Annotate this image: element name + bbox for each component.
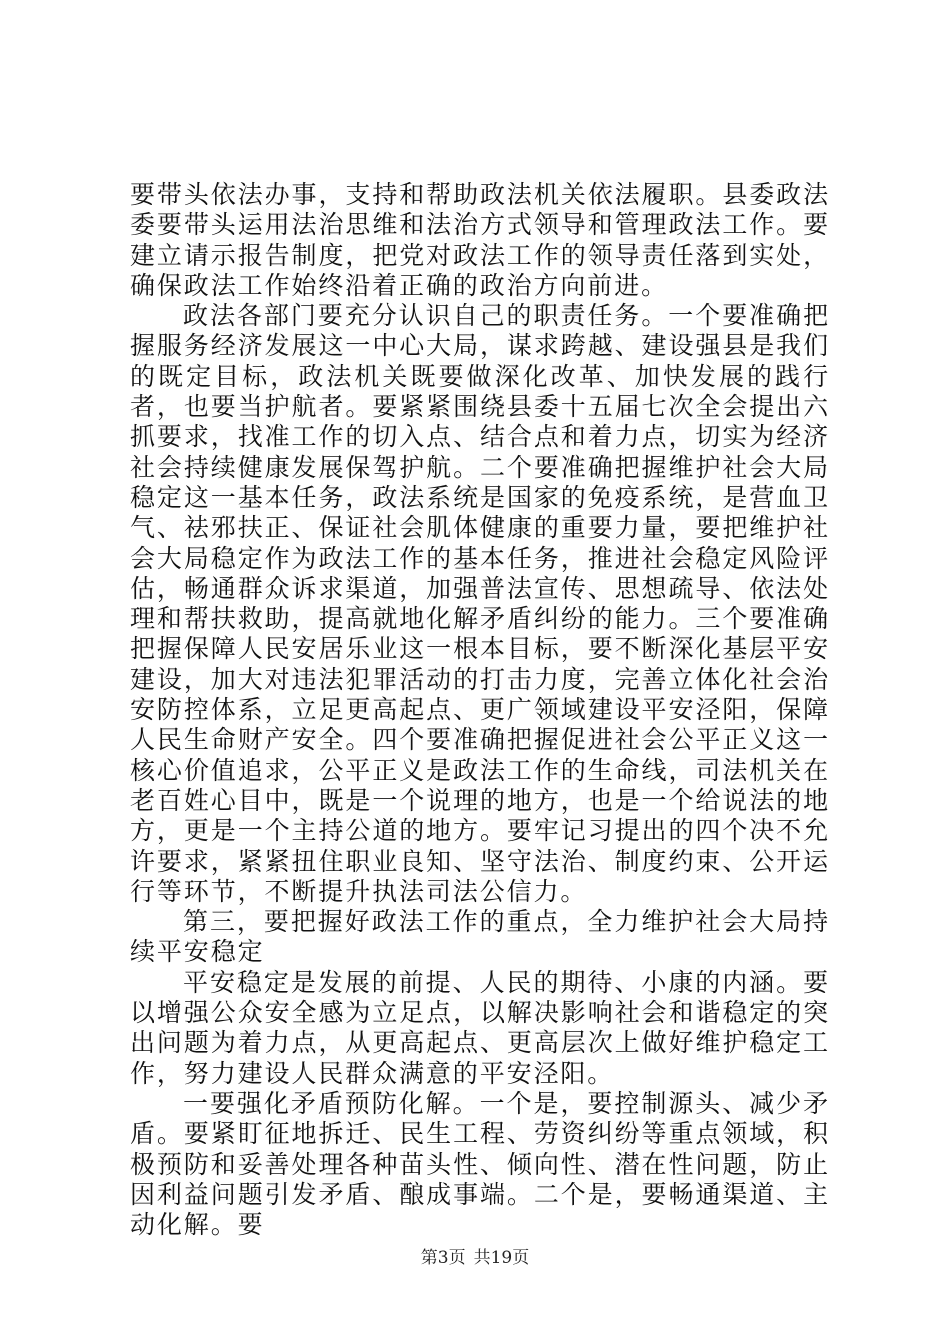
document-body <box>130 180 830 1240</box>
paragraph-conflict-resolution: 一要强化矛盾预防化解。一个是，要控制源头、减少矛盾。要紧盯征地拆迁、民生工程、劳资纠纷等重点领域，积极预防和妥善处理各种苗头性、倾向性、潜在性问题，防止因利益问题引发矛盾、酿成事端。二个是，要畅通渠道、主动化解。要 <box>130 1088 830 1240</box>
paragraph-peace-stability: 平安稳定是发展的前提、人民的期待、小康的内涵。要以增强公众安全感为立足点，以解决影响社会和谐稳定的突出问题为着力点，从更高起点、更高层次上做好维护稳定工作，努力建设人民群众满意的平安泾阳。 <box>130 967 830 1088</box>
page-footer <box>0 1243 950 1268</box>
section-heading-third: 第三，要把握好政法工作的重点，全力维护社会大局持续平安稳定 <box>130 907 830 967</box>
paragraph-departments-duties: 政法各部门要充分认识自己的职责任务。一个要准确把握服务经济发展这一中心大局，谋求跨越、建设强县是我们的既定目标，政法机关既要做深化改革、加快发展的践行者，也要当护航者。要紧紧围绕县委十五届七次全会提出六抓要求，找准工作的切入点、结合点和着力点，切实为经济社会持续健康发展保驾护航。二个要准确把握维护社会大局稳定这一基本任务，政法系统是国家的免疫系统，是营血卫气、祛邪扶正、保证社会肌体健康的重要力量，要把维护社会大局稳定作为政法工作的基本任务，推进社会稳定风险评估，畅通群众诉求渠道，加强普法宣传、思想疏导、依法处理和帮扶救助，提高就地化解矛盾纠纷的能力。三个要准确把握保障人民安居乐业这一根本目标，要不断深化基层平安建设，加大对违法犯罪活动的打击力度，完善立体化社会治安防控体系，立足更高起点、更广领域建设平安泾阳，保障人民生命财产安全。四个要准确把握促进社会公平正义这一核心价值追求，公平正义是政法工作的生命线，司法机关在老百姓心目中，既是一个说理的地方，也是一个给说法的地方，更是一个主持公道的地方。要牢记习提出的四个决不允许要求，紧紧扭住职业良知、坚守法治、制度约束、公开运行等环节，不断提升执法司法公信力。 <box>130 301 830 906</box>
paragraph-continuation: 要带头依法办事，支持和帮助政法机关依法履职。县委政法委要带头运用法治思维和法治方式领导和管理政法工作。要建立请示报告制度，把党对政法工作的领导责任落到实处，确保政法工作始终沿着正确的政治方向前进。 <box>130 180 830 300</box>
total-pages: 共19页 <box>473 1248 530 1268</box>
page-number: 第3页 <box>420 1248 466 1268</box>
